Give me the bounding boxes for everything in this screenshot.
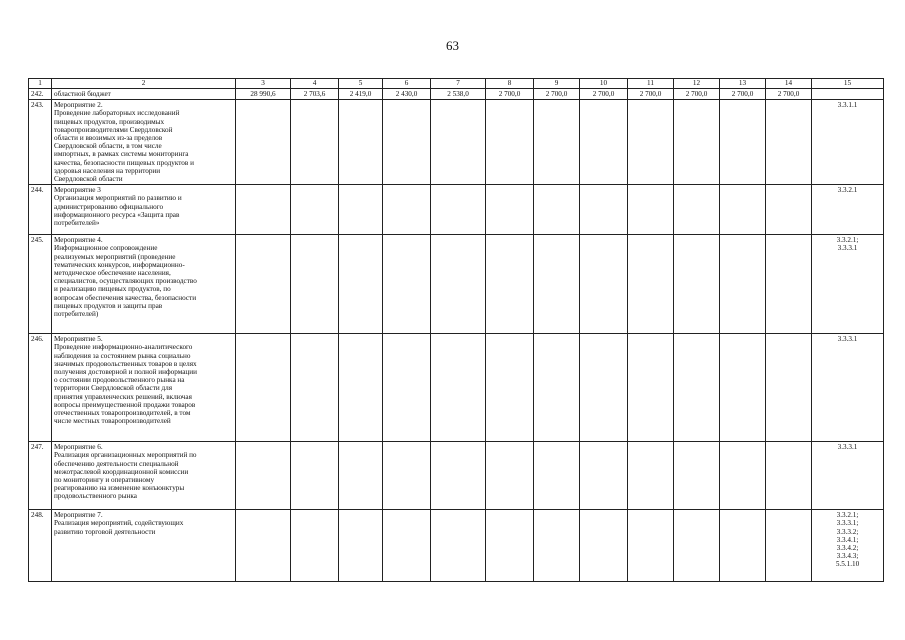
description-line: Проведение информационно-аналитического (54, 343, 193, 352)
target-indicator-refs (812, 235, 884, 334)
value-cell (534, 235, 580, 334)
target-indicator-refs (812, 510, 884, 582)
value-cell (383, 334, 431, 442)
value-cell (431, 235, 486, 334)
description-line: специалистов, осуществляющих производство (54, 277, 197, 286)
description-line: области и ввозимых из-за пределов (54, 134, 163, 143)
description-line: вопросам обеспечения качества, безопасности (54, 293, 197, 302)
measure-description (52, 100, 236, 185)
value-cell (580, 185, 628, 235)
row-number: 243. (29, 100, 52, 185)
column-header: 1 (29, 79, 52, 89)
value-cell: 2 703,6 (291, 89, 339, 100)
row-number: 245. (29, 235, 52, 334)
value-cell (339, 510, 383, 582)
value-cell (720, 185, 766, 235)
row-number: 247. (29, 442, 52, 510)
description-line: потребителей) (54, 310, 99, 319)
description-line: отечественных товаропроизводителей, в том (54, 409, 191, 418)
value-cell (628, 334, 674, 442)
value-cell (580, 510, 628, 582)
value-cell (766, 510, 812, 582)
value-cell: 2 700,0 (720, 89, 766, 100)
value-cell (291, 510, 339, 582)
value-cell (720, 334, 766, 442)
description-line: Реализация мероприятий, содействующих (54, 519, 184, 528)
value-cell (236, 334, 291, 442)
description-line: Мероприятие 5. (54, 335, 103, 344)
value-cell (236, 510, 291, 582)
table-row (29, 185, 884, 235)
description-line: Свердловской области (54, 175, 123, 184)
value-cell (486, 334, 534, 442)
value-cell (339, 100, 383, 185)
row-number: 244. (29, 185, 52, 235)
value-cell (486, 510, 534, 582)
measure-description (52, 89, 236, 100)
description-line: здоровья населения на территории (54, 166, 161, 175)
description-line: принятия управленческих решений, включая (54, 392, 192, 401)
value-cell (766, 235, 812, 334)
value-cell (339, 334, 383, 442)
target-indicator-refs (812, 185, 884, 235)
description-line: Организация мероприятий по развитию и (54, 194, 182, 203)
description-line: Мероприятие 4. (54, 236, 103, 245)
value-cell: 2 430,0 (383, 89, 431, 100)
description-line: пищевых продуктов, производимых (54, 117, 165, 126)
column-header: 5 (339, 79, 383, 89)
value-cell (580, 334, 628, 442)
value-cell: 2 700,0 (486, 89, 534, 100)
measure-description (52, 235, 236, 334)
indicator-ref: 3.3.1.1 (837, 101, 858, 110)
value-cell (534, 442, 580, 510)
value-cell: 2 700,0 (534, 89, 580, 100)
value-cell: 2 538,0 (431, 89, 486, 100)
value-cell (766, 442, 812, 510)
table-row (29, 334, 884, 442)
description-line: областной бюджет (54, 90, 111, 98)
value-cell: 2 700,0 (628, 89, 674, 100)
table-row (29, 235, 884, 334)
value-cell: 2 700,0 (580, 89, 628, 100)
row-number: 246. (29, 334, 52, 442)
value-cell (486, 235, 534, 334)
description-line: межотраслевой координационной комиссии (54, 467, 189, 476)
column-header: 15 (812, 79, 884, 89)
description-line: продовольственного рынка (54, 492, 137, 501)
value-cell (291, 185, 339, 235)
indicator-ref: 3.3.4.3; (836, 552, 859, 561)
target-indicator-refs (812, 100, 884, 185)
table-row (29, 89, 884, 100)
value-cell: 2 700,0 (674, 89, 720, 100)
indicator-ref: 5.5.1.10 (835, 560, 860, 569)
indicator-ref: 3.3.4.1; (836, 535, 859, 544)
value-cell (628, 100, 674, 185)
description-line: администрированию официального (54, 202, 164, 211)
value-cell (628, 442, 674, 510)
value-cell (580, 235, 628, 334)
measure-description (52, 185, 236, 235)
description-line: потребителей» (54, 219, 100, 228)
description-line: реализуемых мероприятий (проведение (54, 252, 176, 261)
description-line: тематических конкурсов, информационно- (54, 260, 185, 269)
description-line: о состоянии продовольственного рынка на (54, 376, 185, 385)
value-cell (291, 235, 339, 334)
value-cell (383, 100, 431, 185)
value-cell: 28 990,6 (236, 89, 291, 100)
indicator-ref: 3.3.2.1 (837, 186, 858, 195)
description-line: Мероприятие 3 (54, 186, 101, 195)
description-line: получения достоверной и полной информации (54, 368, 197, 377)
table-row (29, 100, 884, 185)
description-line: Мероприятие 6. (54, 443, 103, 452)
value-cell (486, 100, 534, 185)
description-line: значимых продовольственных товаров в целях (54, 359, 197, 368)
column-header: 9 (534, 79, 580, 89)
description-line: Информационное сопровождение (54, 244, 158, 253)
measure-description (52, 334, 236, 442)
description-line: числе местных товаропроизводителей (54, 417, 171, 426)
description-line: обеспечению деятельности специальной (54, 459, 179, 468)
description-line: территории Свердловской области для (54, 384, 173, 393)
indicator-ref: 3.3.3.1 (837, 443, 858, 452)
value-cell (628, 510, 674, 582)
value-cell (431, 442, 486, 510)
description-line: по мониторингу и оперативному (54, 476, 155, 485)
description-line: вопросы преимущественной продажи товаров (54, 400, 196, 409)
indicator-ref: 3.3.3.1; (836, 519, 859, 528)
value-cell (534, 334, 580, 442)
program-measures-table (28, 78, 884, 582)
column-header: 6 (383, 79, 431, 89)
column-header: 7 (431, 79, 486, 89)
value-cell: 2 700,0 (766, 89, 812, 100)
description-line: информационного ресурса «Защита прав (54, 210, 180, 219)
measure-description (52, 442, 236, 510)
value-cell (383, 442, 431, 510)
value-cell (674, 510, 720, 582)
value-cell: 2 419,0 (339, 89, 383, 100)
value-cell (534, 100, 580, 185)
indicator-ref: 3.3.3.1 (837, 244, 858, 253)
value-cell (674, 185, 720, 235)
value-cell (580, 100, 628, 185)
description-line: импортных, в рамках системы мониторинга (54, 150, 189, 159)
value-cell (236, 235, 291, 334)
column-header: 12 (674, 79, 720, 89)
value-cell (720, 235, 766, 334)
value-cell (674, 442, 720, 510)
description-line: товаропроизводителями Свердловской (54, 125, 173, 134)
value-cell (534, 185, 580, 235)
indicator-ref: 3.3.3.1 (837, 335, 858, 344)
table-body (29, 89, 884, 582)
measure-description (52, 510, 236, 582)
indicator-ref: 3.3.4.2; (836, 544, 859, 553)
column-header: 13 (720, 79, 766, 89)
value-cell (486, 442, 534, 510)
description-line: Мероприятие 7. (54, 511, 103, 520)
target-indicator-refs (812, 89, 884, 100)
column-header: 8 (486, 79, 534, 89)
value-cell (486, 185, 534, 235)
value-cell (383, 235, 431, 334)
value-cell (431, 334, 486, 442)
description-line: реагированию на изменение конъюнктуры (54, 484, 185, 493)
value-cell (339, 442, 383, 510)
row-number: 248. (29, 510, 52, 582)
description-line: качества, безопасности пищевых продуктов и (54, 158, 194, 167)
description-line: Свердловской области, в том числе (54, 142, 162, 151)
value-cell (674, 100, 720, 185)
column-header: 14 (766, 79, 812, 89)
value-cell (674, 334, 720, 442)
value-cell (674, 235, 720, 334)
value-cell (720, 100, 766, 185)
column-header: 10 (580, 79, 628, 89)
value-cell (720, 442, 766, 510)
value-cell (236, 100, 291, 185)
target-indicator-refs (812, 334, 884, 442)
description-line: Реализация организационных мероприятий по (54, 451, 197, 460)
value-cell (766, 334, 812, 442)
value-cell (291, 100, 339, 185)
value-cell (383, 510, 431, 582)
description-line: методическое обеспечение населения, (54, 269, 171, 278)
description-line: и реализацию пищевых продуктов, по (54, 285, 171, 294)
value-cell (236, 442, 291, 510)
description-line: Проведение лабораторных исследований (54, 109, 180, 118)
indicator-ref: 3.3.3.2; (836, 527, 859, 536)
value-cell (766, 100, 812, 185)
column-header: 11 (628, 79, 674, 89)
header-row (29, 79, 884, 89)
description-line: пищевых продуктов и защиты прав (54, 301, 163, 310)
value-cell (431, 185, 486, 235)
value-cell (720, 510, 766, 582)
target-indicator-refs (812, 442, 884, 510)
column-header: 3 (236, 79, 291, 89)
indicator-ref: 3.3.2.1; (836, 236, 859, 245)
description-line: Мероприятие 2. (54, 101, 103, 110)
table-row (29, 510, 884, 582)
value-cell (339, 185, 383, 235)
value-cell (580, 442, 628, 510)
row-number: 242. (29, 89, 52, 100)
column-header: 4 (291, 79, 339, 89)
table-row (29, 442, 884, 510)
value-cell (291, 442, 339, 510)
value-cell (339, 235, 383, 334)
value-cell (431, 510, 486, 582)
value-cell (628, 185, 674, 235)
column-header: 2 (52, 79, 236, 89)
page-number: 63 (446, 38, 459, 53)
value-cell (236, 185, 291, 235)
indicator-ref: 3.3.2.1; (836, 511, 859, 520)
value-cell (534, 510, 580, 582)
value-cell (291, 334, 339, 442)
value-cell (628, 235, 674, 334)
value-cell (383, 185, 431, 235)
value-cell (431, 100, 486, 185)
description-line: развитию торговой деятельности (54, 527, 156, 536)
value-cell (766, 185, 812, 235)
description-line: наблюдения за состоянием рынка социально (54, 351, 191, 360)
